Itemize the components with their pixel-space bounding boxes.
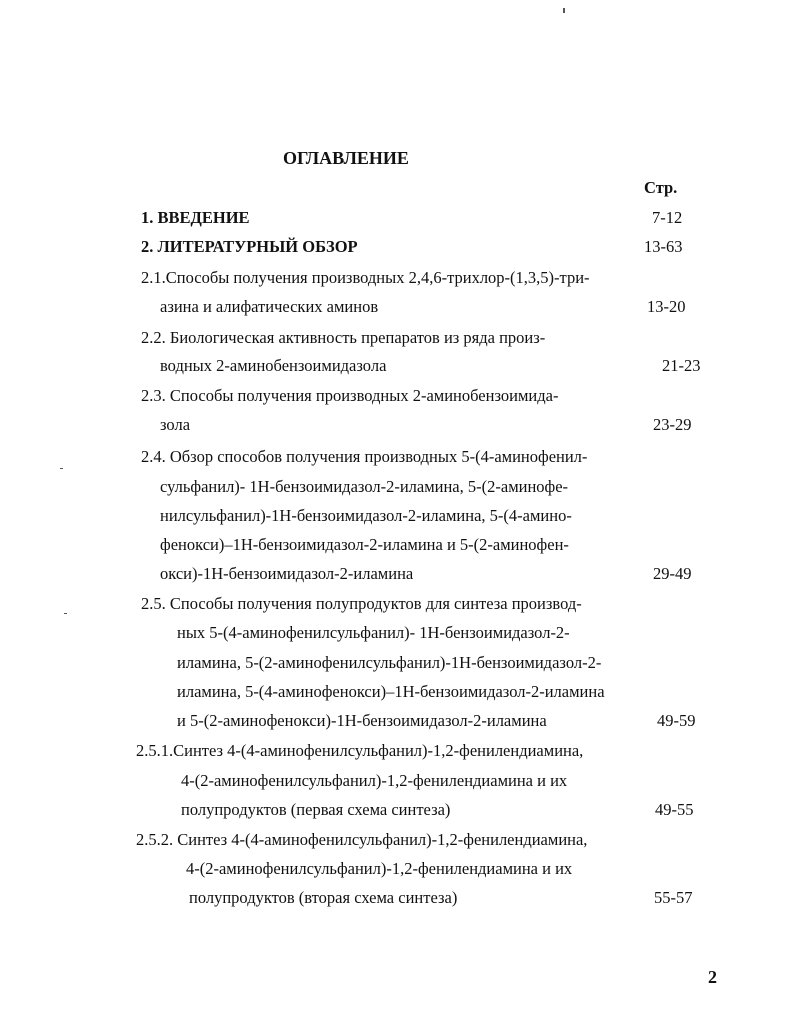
toc-entry-2-5-2-line-2: 4-(2-аминофенилсульфанил)-1,2-фенилендиамина и их (186, 859, 573, 878)
toc-entry-2-5-1-line-2: 4-(2-аминофенилсульфанил)-1,2-фенилендиамина и их (181, 771, 568, 790)
toc-entry-2-2-line-1: 2.2. Биологическая активность препаратов из ряда произ- (141, 328, 546, 347)
toc-entry-2-5-1-line-1: 2.5.1.Синтез 4-(4-аминофенилсульфанил)-1,2-фенилендиамина, (136, 741, 584, 760)
toc-entry-2-title: 2. ЛИТЕРАТУРНЫЙ ОБЗОР (141, 237, 358, 256)
toc-entry-2-1-line-2: азина и алифатических аминов (160, 297, 379, 316)
toc-entry-2-5-line-4: иламина, 5-(4-аминофенокси)–1H-бензоимидазол-2-иламина (177, 682, 605, 701)
toc-entry-2-1-line-1: 2.1.Способы получения производных 2,4,6-трихлор-(1,3,5)-три- (141, 268, 590, 287)
toc-entry-2-4-pages: 29-49 (653, 564, 692, 583)
toc-entry-2-1-pages: 13-20 (647, 297, 686, 316)
toc-entry-2-2-line-2: водных 2-аминобензоимидазола (160, 356, 387, 375)
page-number: 2 (708, 967, 717, 987)
toc-entry-2-3-pages: 23-29 (653, 415, 692, 434)
toc-entry-2-2-pages: 21-23 (662, 356, 701, 375)
toc-entry-2-5-line-5: и 5-(2-аминофенокси)-1Н-бензоимидазол-2-иламина (177, 711, 547, 730)
toc-entry-1-pages: 7-12 (652, 208, 683, 227)
toc-entry-2-pages: 13-63 (644, 237, 683, 256)
toc-entry-2-5-line-1: 2.5. Способы получения полупродуктов для синтеза производ- (141, 594, 582, 613)
toc-entry-2-3-line-2: зола (160, 415, 191, 434)
toc-entry-2-4-line-1: 2.4. Обзор способов получения производных 5-(4-аминофенил- (141, 447, 588, 466)
toc-entry-2-5-2-pages: 55-57 (654, 888, 693, 907)
toc-entry-1-title: 1. ВВЕДЕНИЕ (141, 208, 250, 227)
toc-entry-2-5-2-line-3: полупродуктов (вторая схема синтеза) (189, 888, 458, 907)
toc-entry-2-5-pages: 49-59 (657, 711, 696, 730)
toc-entry-2-5-line-3: иламина, 5-(2-аминофенилсульфанил)-1H-бензоимидазол-2- (177, 653, 602, 672)
page-title: ОГЛАВЛЕНИЕ (283, 148, 409, 168)
toc-entry-2-4-line-2: сульфанил)- 1H-бензоимидазол-2-иламина, 5-(2-аминофе- (160, 477, 569, 496)
toc-entry-2-4-line-3: нилсульфанил)-1H-бензоимидазол-2-иламина, 5-(4-амино- (160, 506, 572, 525)
toc-entry-2-5-line-2: ных 5-(4-аминофенилсульфанил)- 1H-бензоимидазол-2- (177, 623, 570, 642)
toc-entry-2-5-1-pages: 49-55 (655, 800, 694, 819)
toc-entry-2-4-line-4: фенокси)–1H-бензоимидазол-2-иламина и 5-(2-аминофен- (160, 535, 569, 554)
toc-entry-2-5-2-line-1: 2.5.2. Синтез 4-(4-аминофенилсульфанил)-1,2-фенилендиамина, (136, 830, 588, 849)
scan-speck (60, 468, 63, 469)
page-column-header: Стр. (644, 178, 678, 197)
scan-speck (64, 613, 67, 614)
toc-entry-2-4-line-5: окси)-1Н-бензоимидазол-2-иламина (160, 564, 414, 583)
toc-entry-2-3-line-1: 2.3. Способы получения производных 2-аминобензоимида- (141, 386, 559, 405)
toc-entry-2-5-1-line-3: полупродуктов (первая схема синтеза) (181, 800, 451, 819)
scan-speck (563, 8, 565, 13)
